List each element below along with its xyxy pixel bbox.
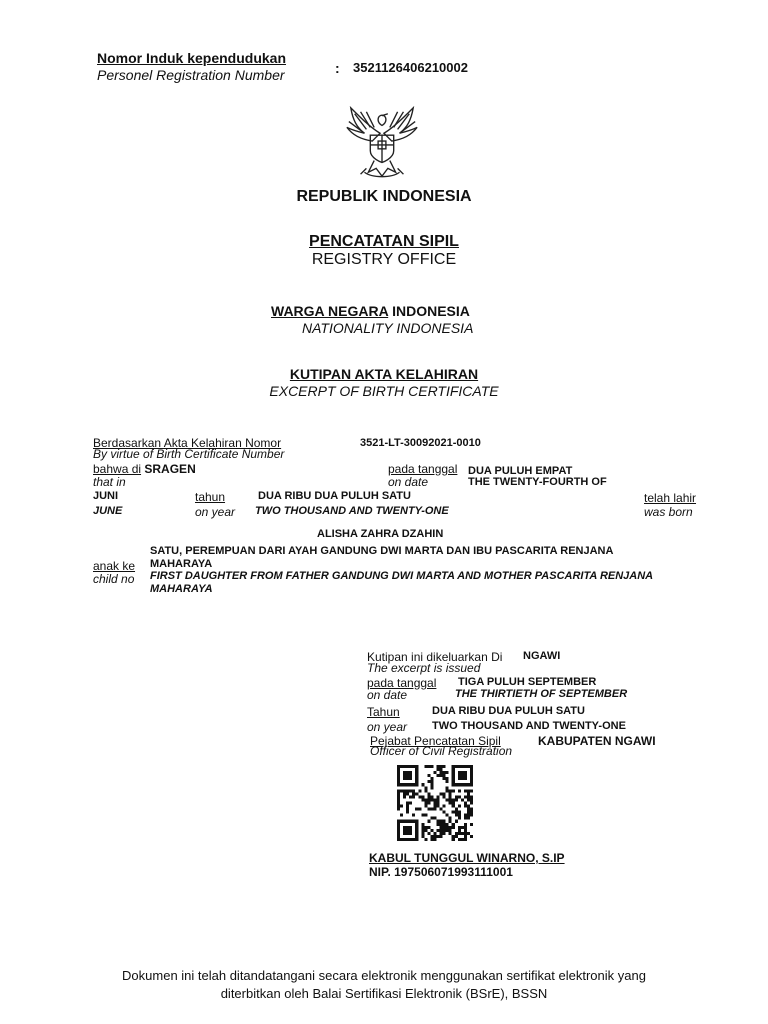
month-value-en: JUNE [93, 505, 123, 517]
child-desc-line1: SATU, PEREMPUAN DARI AYAH GANDUNG DWI MARTA DAN IBU PASCARITA RENJANA [150, 545, 614, 557]
officer-label-en: Officer of Civil Registration [370, 744, 513, 758]
issue-date-label: pada tanggal [367, 676, 437, 690]
issue-date-value: TIGA PULUH SEPTEMBER [458, 676, 597, 688]
date-value: DUA PULUH EMPAT [468, 465, 573, 477]
place-label-en: that in [93, 475, 126, 489]
office-title-en: REGISTRY OFFICE [311, 251, 457, 268]
issued-place: NGAWI [523, 650, 561, 662]
issued-label-en: The excerpt is issued [367, 661, 481, 675]
date-value-en: THE TWENTY-FOURTH OF [468, 476, 607, 488]
place-label: bahwa di [93, 462, 142, 476]
child-desc-line2: MAHARAYA [150, 558, 213, 570]
footer-line2: diterbitkan oleh Balai Sertifikasi Elektronik (BSrE), BSSN [220, 986, 548, 1001]
year-label-en: on year [195, 505, 236, 519]
cert-number: 3521-LT-30092021-0010 [360, 437, 481, 449]
born-label: telah lahir [644, 491, 697, 505]
office-title: PENCATATAN SIPIL [309, 233, 459, 250]
year-value-en: TWO THOUSAND AND TWENTY-ONE [255, 505, 449, 517]
nationality-value: INDONESIA [392, 303, 470, 319]
place-value: SRAGEN [144, 462, 196, 476]
year-label: tahun [195, 490, 226, 504]
born-label-en: was born [644, 505, 693, 519]
issue-date-value-en: THE THIRTIETH OF SEPTEMBER [455, 688, 628, 700]
issue-year-label: Tahun [367, 705, 400, 719]
republic-title: REPUBLIK INDONESIA [296, 188, 472, 205]
nationality-line [271, 303, 470, 319]
child-name: ALISHA ZAHRA DZAHIN [317, 528, 444, 540]
cert-label-en: By virtue of Birth Certificate Number [93, 447, 285, 461]
issued-label: Kutipan ini dikeluarkan Di [367, 650, 503, 664]
issue-date-label-en: on date [367, 688, 408, 702]
garuda-pancasila-emblem-icon [343, 104, 421, 182]
date-label-en: on date [388, 475, 429, 489]
doc-title: KUTIPAN AKTA KELAHIRAN [289, 366, 479, 382]
issue-year-label-en: on year [367, 720, 408, 734]
child-desc-en-line1: FIRST DAUGHTER FROM FATHER GANDUNG DWI MARTA AND MOTHER PASCARITA RENJANA [150, 570, 654, 582]
nationality-label: WARGA NEGARA [271, 303, 389, 319]
child-label: anak ke [93, 559, 136, 573]
place-line [93, 462, 196, 476]
year-value: DUA RIBU DUA PULUH SATU [258, 490, 411, 502]
nik-colon: : [335, 60, 340, 76]
issue-year-value-en: TWO THOUSAND AND TWENTY-ONE [432, 720, 626, 732]
signatory-nip: NIP. 197506071993111001 [369, 865, 513, 879]
issue-year-value: DUA RIBU DUA PULUH SATU [432, 705, 585, 717]
month-value: JUNI [93, 490, 119, 502]
signatory-name: KABUL TUNGGUL WINARNO, S.IP [369, 851, 565, 865]
officer-label: Pejabat Pencatatan Sipil [370, 734, 501, 748]
cert-label: Berdasarkan Akta Kelahiran Nomor [93, 436, 282, 450]
date-label: pada tanggal [388, 462, 458, 476]
footer-line1: Dokumen ini telah ditandatangani secara elektronik menggunakan sertifikat elektronik yang [122, 968, 646, 983]
child-label-en: child no [93, 572, 135, 586]
child-desc-en-line2: MAHARAYA [150, 583, 213, 595]
officer-value: KABUPATEN NGAWI [538, 734, 656, 748]
nationality-en: NATIONALITY INDONESIA [302, 320, 474, 336]
nik-value: 3521126406210002 [353, 60, 468, 75]
nik-label-en: Personel Registration Number [97, 67, 285, 83]
nik-label: Nomor Induk kependudukan [97, 50, 287, 66]
qr-code-icon [395, 765, 475, 841]
doc-title-en: EXCERPT OF BIRTH CERTIFICATE [269, 383, 499, 399]
